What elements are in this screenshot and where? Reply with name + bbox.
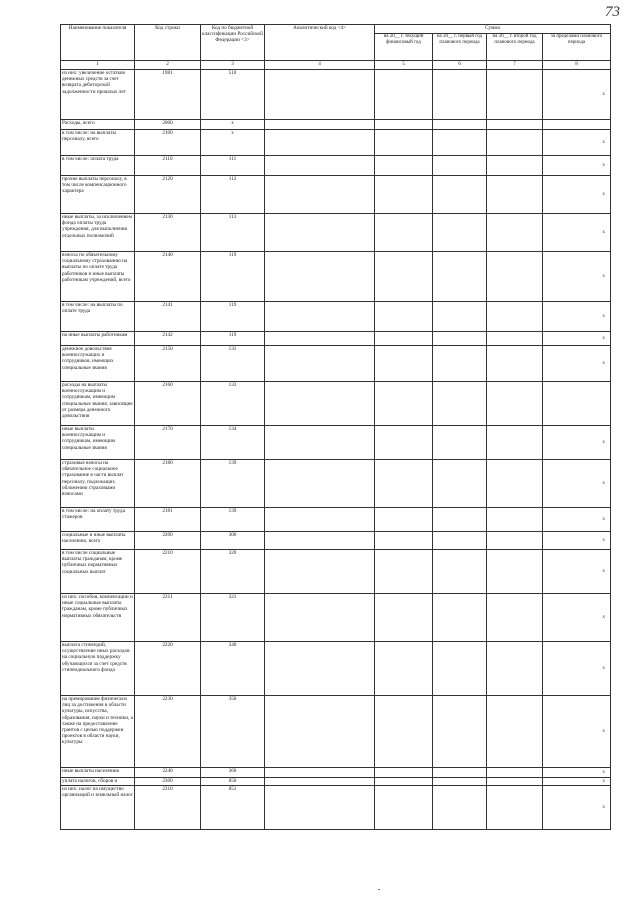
row-beyond-plan-cell bbox=[543, 382, 611, 426]
row-line-code: 2160 bbox=[135, 382, 201, 426]
row-beyond-plan-cell bbox=[543, 768, 611, 778]
row-name: прочие выплаты персоналу, в том числе компенсационного характера bbox=[61, 176, 135, 214]
row-name: расходы на выплаты военнослужащим и сотрудникам, имеющим специальные звания, зависящие от размера денежного довольствия bbox=[61, 382, 135, 426]
row-value-cell bbox=[265, 176, 375, 214]
table-row bbox=[61, 508, 611, 532]
row-value-cell bbox=[265, 768, 375, 778]
row-value-cell bbox=[375, 120, 433, 130]
row-name: в том числе: оплата труда bbox=[61, 156, 135, 176]
row-name: страховые взносы на обязательное социальное страхование в части выплат персоналу, подлежащих обложению страховыми взносами bbox=[61, 460, 135, 508]
row-value-cell bbox=[433, 696, 487, 768]
row-name: из них: пособия, компенсации и иные социальные выплаты гражданам, кроме публичных нормативных обязательств bbox=[61, 594, 135, 642]
row-value-cell bbox=[487, 786, 543, 830]
row-line-code: 2240 bbox=[135, 768, 201, 778]
row-value-cell bbox=[375, 532, 433, 550]
header-current-year: на 20__ г. текущий финансовый год bbox=[375, 34, 433, 61]
row-value-cell bbox=[265, 642, 375, 696]
row-value-cell bbox=[487, 332, 543, 346]
row-value-cell bbox=[265, 252, 375, 302]
row-value-cell bbox=[265, 70, 375, 120]
row-value-cell bbox=[265, 302, 375, 332]
row-value-cell bbox=[265, 696, 375, 768]
table-row bbox=[61, 532, 611, 550]
row-name: иные выплаты, за исключением фонда оплаты труда учреждения, для выполнения отдельных полномочий bbox=[61, 214, 135, 252]
row-value-cell bbox=[375, 550, 433, 594]
table-row bbox=[61, 252, 611, 302]
row-budget-code: 119 bbox=[201, 332, 265, 346]
row-value-cell bbox=[375, 176, 433, 214]
row-value-cell bbox=[487, 176, 543, 214]
row-value-cell bbox=[433, 156, 487, 176]
row-value-cell bbox=[265, 156, 375, 176]
row-line-code: 2310 bbox=[135, 786, 201, 830]
row-mark: x bbox=[602, 439, 606, 445]
row-mark: x bbox=[602, 229, 606, 235]
row-value-cell bbox=[433, 214, 487, 252]
row-line-code: 2211 bbox=[135, 594, 201, 642]
row-value-cell bbox=[487, 642, 543, 696]
table-row bbox=[61, 70, 611, 120]
row-mark: x bbox=[602, 313, 606, 319]
table-row bbox=[61, 214, 611, 252]
row-beyond-plan-cell bbox=[543, 594, 611, 642]
row-mark: x bbox=[602, 273, 606, 279]
page-number: 73 bbox=[605, 4, 620, 20]
row-line-code: 2142 bbox=[135, 332, 201, 346]
row-value-cell bbox=[375, 786, 433, 830]
row-beyond-plan-cell bbox=[543, 156, 611, 176]
row-value-cell bbox=[433, 426, 487, 460]
row-budget-code: 111 bbox=[201, 156, 265, 176]
row-value-cell bbox=[433, 346, 487, 382]
row-value-cell bbox=[265, 332, 375, 346]
row-mark: x bbox=[602, 191, 606, 197]
row-value-cell bbox=[487, 70, 543, 120]
table-row bbox=[61, 426, 611, 460]
row-value-cell bbox=[375, 252, 433, 302]
row-value-cell bbox=[487, 778, 543, 786]
table-row bbox=[61, 594, 611, 642]
row-budget-code: 113 bbox=[201, 214, 265, 252]
row-value-cell bbox=[265, 382, 375, 426]
table-row bbox=[61, 346, 611, 382]
row-beyond-plan-cell bbox=[543, 176, 611, 214]
row-mark: x bbox=[602, 778, 606, 784]
plan-table bbox=[60, 24, 611, 830]
row-budget-code: x bbox=[201, 130, 265, 156]
row-name: денежное довольствие военнослужащих и сотрудников, имеющих специальные звания bbox=[61, 346, 135, 382]
row-name: Расходы, всего bbox=[61, 120, 135, 130]
row-value-cell bbox=[375, 130, 433, 156]
row-name: в том числе: на выплаты персоналу, всего bbox=[61, 130, 135, 156]
row-budget-code: 134 bbox=[201, 426, 265, 460]
row-mark: x bbox=[602, 91, 606, 97]
row-line-code: 2180 bbox=[135, 460, 201, 508]
row-value-cell bbox=[487, 508, 543, 532]
row-value-cell bbox=[265, 130, 375, 156]
row-name: в том числе социальные выплаты гражданам, кроме публичных нормативных социальных выплат bbox=[61, 550, 135, 594]
row-name: на премирование физических лиц за достижения в области культуры, искусства, образования, науки и техники, а также на предоставление грантов с целью поддержки проектов в области науки, культуры bbox=[61, 696, 135, 768]
row-beyond-plan-cell bbox=[543, 460, 611, 508]
row-budget-code: 300 bbox=[201, 532, 265, 550]
row-value-cell bbox=[375, 302, 433, 332]
row-budget-code: 320 bbox=[201, 550, 265, 594]
row-name: иные выплаты военнослужащим и сотрудникам, имеющим специальные звания bbox=[61, 426, 135, 460]
header-budget-code: Код по бюджетной классификации Российской Федерации <3> bbox=[201, 25, 265, 61]
row-mark: x bbox=[602, 335, 606, 341]
row-beyond-plan-cell bbox=[543, 642, 611, 696]
table-row bbox=[61, 332, 611, 346]
row-value-cell bbox=[265, 786, 375, 830]
row-value-cell bbox=[433, 120, 487, 130]
header-plan-year-2: на 20__ г. второй год планового периода bbox=[487, 34, 543, 61]
row-value-cell bbox=[375, 768, 433, 778]
row-beyond-plan-cell bbox=[543, 332, 611, 346]
table-row bbox=[61, 460, 611, 508]
row-mark: x bbox=[602, 804, 606, 810]
row-name: уплата налогов, сборов и bbox=[61, 778, 135, 786]
header-analytic-code: Аналитический код <4> bbox=[265, 25, 375, 61]
row-value-cell bbox=[265, 532, 375, 550]
row-line-code: 2100 bbox=[135, 130, 201, 156]
row-value-cell bbox=[487, 252, 543, 302]
row-value-cell bbox=[487, 460, 543, 508]
table-row bbox=[61, 130, 611, 156]
row-budget-code: 139 bbox=[201, 508, 265, 532]
row-value-cell bbox=[265, 508, 375, 532]
row-line-code: 2140 bbox=[135, 252, 201, 302]
column-number: 7 bbox=[487, 61, 543, 70]
row-line-code: 2210 bbox=[135, 550, 201, 594]
row-beyond-plan-cell bbox=[543, 120, 611, 130]
row-beyond-plan-cell bbox=[543, 786, 611, 830]
table-row bbox=[61, 382, 611, 426]
row-name: из них: увеличение остатков денежных средств за счет возврата дебиторской задолженности прошлых лет bbox=[61, 70, 135, 120]
header-line-code: Код строки bbox=[135, 25, 201, 61]
row-line-code: 2230 bbox=[135, 696, 201, 768]
row-value-cell bbox=[375, 156, 433, 176]
row-value-cell bbox=[487, 214, 543, 252]
row-value-cell bbox=[433, 594, 487, 642]
row-name: выплата стипендий, осуществление иных расходов на социальную поддержку обучающихся за счет средств стипендиального фонда bbox=[61, 642, 135, 696]
row-value-cell bbox=[375, 508, 433, 532]
row-mark: x bbox=[602, 162, 606, 168]
row-value-cell bbox=[433, 176, 487, 214]
row-value-cell bbox=[433, 460, 487, 508]
row-beyond-plan-cell bbox=[543, 508, 611, 532]
row-budget-code: 360 bbox=[201, 768, 265, 778]
table-row bbox=[61, 696, 611, 768]
row-value-cell bbox=[487, 532, 543, 550]
row-value-cell bbox=[265, 550, 375, 594]
row-value-cell bbox=[487, 130, 543, 156]
row-value-cell bbox=[375, 778, 433, 786]
row-value-cell bbox=[487, 302, 543, 332]
row-value-cell bbox=[433, 768, 487, 778]
row-line-code: 2200 bbox=[135, 532, 201, 550]
column-number: 6 bbox=[433, 61, 487, 70]
table-row bbox=[61, 768, 611, 778]
row-line-code: 2220 bbox=[135, 642, 201, 696]
row-value-cell bbox=[433, 786, 487, 830]
row-line-code: 2000 bbox=[135, 120, 201, 130]
header-name: Наименование показателя bbox=[61, 25, 135, 61]
table-row bbox=[61, 302, 611, 332]
row-name: в том числе: на выплаты по оплате труда bbox=[61, 302, 135, 332]
row-budget-code: 139 bbox=[201, 460, 265, 508]
header-sum: Сумма bbox=[375, 25, 611, 34]
row-value-cell bbox=[433, 532, 487, 550]
row-value-cell bbox=[265, 460, 375, 508]
row-budget-code: 131 bbox=[201, 346, 265, 382]
row-beyond-plan-cell bbox=[543, 70, 611, 120]
row-beyond-plan-cell bbox=[543, 302, 611, 332]
row-value-cell bbox=[487, 346, 543, 382]
row-value-cell bbox=[487, 426, 543, 460]
row-beyond-plan-cell bbox=[543, 550, 611, 594]
row-line-code: 2300 bbox=[135, 778, 201, 786]
row-value-cell bbox=[375, 594, 433, 642]
row-budget-code: 340 bbox=[201, 642, 265, 696]
column-number-row bbox=[61, 61, 611, 70]
row-budget-code: 510 bbox=[201, 70, 265, 120]
row-mark: x bbox=[602, 614, 606, 620]
row-line-code: 2150 bbox=[135, 346, 201, 382]
column-number: 5 bbox=[375, 61, 433, 70]
row-value-cell bbox=[265, 214, 375, 252]
row-beyond-plan-cell bbox=[543, 426, 611, 460]
table-row bbox=[61, 120, 611, 130]
row-value-cell bbox=[487, 696, 543, 768]
row-mark: x bbox=[602, 139, 606, 145]
row-value-cell bbox=[487, 550, 543, 594]
row-line-code: 1981 bbox=[135, 70, 201, 120]
row-line-code: 2181 bbox=[135, 508, 201, 532]
row-line-code: 2120 bbox=[135, 176, 201, 214]
row-value-cell bbox=[487, 120, 543, 130]
row-value-cell bbox=[265, 778, 375, 786]
table-row bbox=[61, 550, 611, 594]
row-value-cell bbox=[375, 214, 433, 252]
row-budget-code: 321 bbox=[201, 594, 265, 642]
row-budget-code: 850 bbox=[201, 778, 265, 786]
row-budget-code: 112 bbox=[201, 176, 265, 214]
row-mark: x bbox=[602, 728, 606, 734]
row-value-cell bbox=[265, 120, 375, 130]
row-name: социальные и иные выплаты населению, всего bbox=[61, 532, 135, 550]
row-value-cell bbox=[487, 594, 543, 642]
row-mark: x bbox=[602, 769, 606, 775]
row-line-code: 2110 bbox=[135, 156, 201, 176]
row-value-cell bbox=[433, 302, 487, 332]
row-mark: x bbox=[602, 537, 606, 543]
table-row bbox=[61, 156, 611, 176]
row-value-cell bbox=[433, 332, 487, 346]
table-row bbox=[61, 778, 611, 786]
row-value-cell bbox=[487, 156, 543, 176]
row-value-cell bbox=[433, 508, 487, 532]
row-value-cell bbox=[375, 642, 433, 696]
row-beyond-plan-cell bbox=[543, 130, 611, 156]
row-line-code: 2130 bbox=[135, 214, 201, 252]
column-number: 1 bbox=[61, 61, 135, 70]
row-name: на иные выплаты работникам bbox=[61, 332, 135, 346]
row-value-cell bbox=[265, 594, 375, 642]
table-row bbox=[61, 176, 611, 214]
row-budget-code: 851 bbox=[201, 786, 265, 830]
column-number: 3 bbox=[201, 61, 265, 70]
table-row bbox=[61, 786, 611, 830]
column-number: 8 bbox=[543, 61, 611, 70]
row-name: из них: налог на имущество организаций и земельный налог bbox=[61, 786, 135, 830]
row-value-cell bbox=[375, 70, 433, 120]
row-mark: x bbox=[602, 665, 606, 671]
column-number: 4 bbox=[265, 61, 375, 70]
row-beyond-plan-cell bbox=[543, 346, 611, 382]
row-name: иные выплаты населению bbox=[61, 768, 135, 778]
row-value-cell bbox=[265, 346, 375, 382]
row-value-cell bbox=[265, 426, 375, 460]
row-value-cell bbox=[433, 70, 487, 120]
row-mark: x bbox=[602, 516, 606, 522]
row-budget-code: 350 bbox=[201, 696, 265, 768]
row-budget-code: x bbox=[201, 120, 265, 130]
row-beyond-plan-cell bbox=[543, 696, 611, 768]
row-value-cell bbox=[375, 346, 433, 382]
footer-mark bbox=[378, 889, 380, 890]
row-value-cell bbox=[433, 550, 487, 594]
row-value-cell bbox=[433, 642, 487, 696]
row-value-cell bbox=[375, 382, 433, 426]
row-budget-code: 133 bbox=[201, 382, 265, 426]
row-budget-code: 119 bbox=[201, 302, 265, 332]
column-number: 2 bbox=[135, 61, 201, 70]
row-budget-code: 119 bbox=[201, 252, 265, 302]
header-plan-year-1: на 20__ г. первый год планового периода bbox=[433, 34, 487, 61]
row-value-cell bbox=[375, 426, 433, 460]
row-beyond-plan-cell bbox=[543, 214, 611, 252]
row-value-cell bbox=[375, 696, 433, 768]
row-value-cell bbox=[487, 382, 543, 426]
row-mark: x bbox=[602, 480, 606, 486]
row-value-cell bbox=[375, 332, 433, 346]
row-value-cell bbox=[487, 768, 543, 778]
row-value-cell bbox=[433, 382, 487, 426]
row-name: взносы по обязательному социальному страхованию на выплаты по оплате труда работников и иные выплаты работникам учреждений, всего bbox=[61, 252, 135, 302]
row-value-cell bbox=[433, 252, 487, 302]
row-value-cell bbox=[433, 130, 487, 156]
row-value-cell bbox=[375, 460, 433, 508]
row-line-code: 2170 bbox=[135, 426, 201, 460]
table-body bbox=[61, 70, 611, 830]
row-beyond-plan-cell bbox=[543, 778, 611, 786]
row-beyond-plan-cell bbox=[543, 252, 611, 302]
row-mark: x bbox=[602, 568, 606, 574]
table-row bbox=[61, 642, 611, 696]
row-name: в том числе: на оплату труда стажеров bbox=[61, 508, 135, 532]
header-beyond-plan: за пределами планового периода bbox=[543, 34, 611, 61]
row-beyond-plan-cell bbox=[543, 532, 611, 550]
row-value-cell bbox=[433, 778, 487, 786]
row-line-code: 2141 bbox=[135, 302, 201, 332]
row-mark: x bbox=[602, 360, 606, 366]
